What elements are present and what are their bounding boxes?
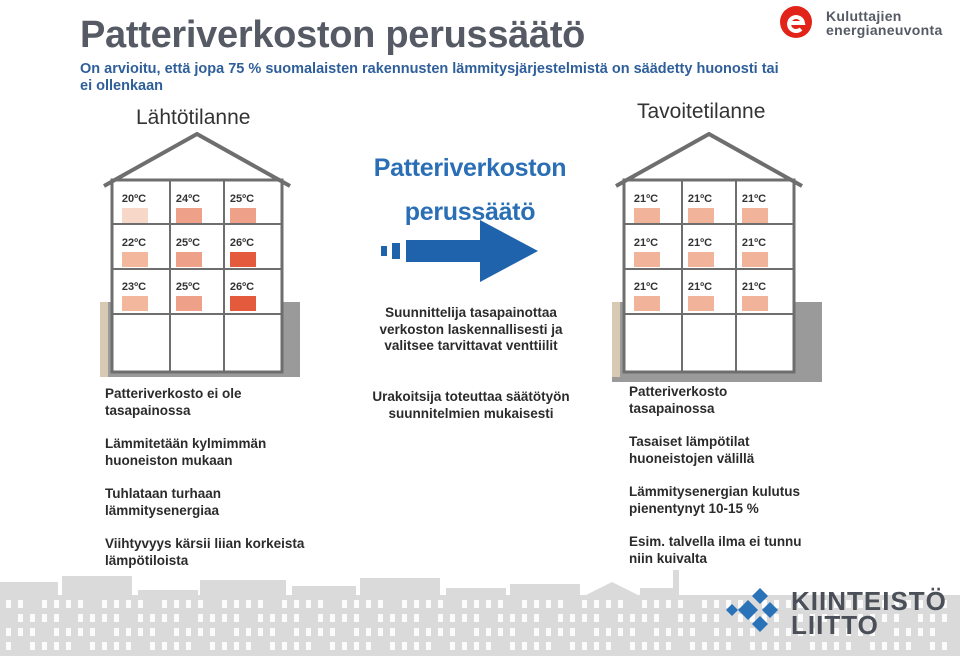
right-note-3: Lämmitysenergian kulutus pienentynyt 10-15 %: [629, 484, 801, 516]
radiator-heat-block: [230, 252, 256, 267]
heading-start-state: Lähtötilanne: [136, 106, 251, 129]
kuluttajien-logo-icon: [778, 4, 818, 40]
kiinteistoliitto-line2: LIITTO: [791, 610, 879, 640]
room-temperature-label: 21ºC: [741, 237, 767, 249]
page-title: Patteriverkoston perussäätö: [80, 14, 586, 56]
radiator-heat-block: [176, 296, 202, 311]
center-note-designer: Suunnittelija tasapainottaa verkoston laskennallisesti ja valitsee tarvittavat venttiilit: [379, 305, 563, 353]
room-temperature-label: 21ºC: [741, 193, 767, 205]
kuluttajien-logo-line1: Kuluttajien: [826, 8, 902, 24]
radiator-heat-block: [742, 208, 768, 223]
left-note-3: Tuhlataan turhaan lämmitysenergiaa: [105, 486, 222, 518]
center-heading-line1: Patteriverkoston: [373, 154, 567, 182]
radiator-heat-block: [742, 296, 768, 311]
kiinteistoliitto-logo-icon: [722, 584, 786, 636]
radiator-heat-block: [230, 296, 256, 311]
radiator-heat-block: [122, 208, 148, 223]
house-target-illustration: [612, 132, 822, 382]
room-temperature-label: 25ºC: [175, 281, 201, 293]
radiator-heat-block: [688, 252, 714, 267]
right-note-1: Patteriverkosto tasapainossa: [629, 384, 728, 416]
radiator-heat-block: [176, 252, 202, 267]
kiinteistoliitto-line1: KIINTEISTÖ: [791, 586, 947, 616]
room-temperature-label: 21ºC: [633, 237, 659, 249]
radiator-heat-block: [688, 208, 714, 223]
radiator-heat-block: [688, 296, 714, 311]
kuluttajien-logo-line2: energianeuvonta: [826, 22, 943, 38]
roof: [104, 134, 290, 186]
room-temperature-label: 21ºC: [633, 281, 659, 293]
roof: [616, 134, 802, 186]
radiator-heat-block: [634, 252, 660, 267]
arrow-right-icon: [376, 216, 542, 286]
left-note-1: Patteriverkosto ei ole tasapainossa: [105, 386, 242, 418]
room-temperature-label: 26ºC: [229, 237, 255, 249]
left-note-2: Lämmitetään kylmimmän huoneiston mukaan: [105, 436, 267, 468]
kiinteistoliitto-logo-text: [791, 586, 947, 640]
room-temperature-label: 21ºC: [633, 193, 659, 205]
radiator-heat-block: [122, 296, 148, 311]
room-temperature-label: 23ºC: [121, 281, 147, 293]
room-temperature-label: 26ºC: [229, 281, 255, 293]
room-temperature-label: 21ºC: [687, 281, 713, 293]
right-note-2: Tasaiset lämpötilat huoneistojen välillä: [629, 434, 755, 466]
room-temperature-label: 25ºC: [229, 193, 255, 205]
page-subtitle: On arvioitu, että jopa 75 % suomalaisten rakennusten lämmitysjärjestelmistä on säädetty huonosti tai ei ollenkaan: [80, 61, 779, 94]
room-temperature-label: 24ºC: [175, 193, 201, 205]
radiator-heat-block: [634, 296, 660, 311]
radiator-heat-block: [176, 208, 202, 223]
radiator-heat-block: [122, 252, 148, 267]
radiator-heat-block: [742, 252, 768, 267]
room-temperature-label: 21ºC: [687, 193, 713, 205]
room-temperature-label: 21ºC: [687, 237, 713, 249]
heading-target-state: Tavoitetilanne: [637, 100, 766, 123]
room-temperature-label: 20ºC: [121, 193, 147, 205]
center-heading-line2: perussäätö: [404, 198, 536, 226]
left-note-4: Viihtyvyys kärsii liian korkeista lämpötiloista: [105, 536, 305, 568]
right-note-4: Esim. talvella ilma ei tunnu niin kuivalta: [629, 534, 802, 566]
house-start-illustration: [100, 132, 300, 377]
radiator-heat-block: [634, 208, 660, 223]
room-temperature-label: 25ºC: [175, 237, 201, 249]
radiator-heat-block: [230, 208, 256, 223]
center-note-contractor: Urakoitsija toteuttaa säätötyön suunnitelmien mukaisesti: [372, 389, 570, 421]
room-temperature-label: 21ºC: [741, 281, 767, 293]
room-temperature-label: 22ºC: [121, 237, 147, 249]
